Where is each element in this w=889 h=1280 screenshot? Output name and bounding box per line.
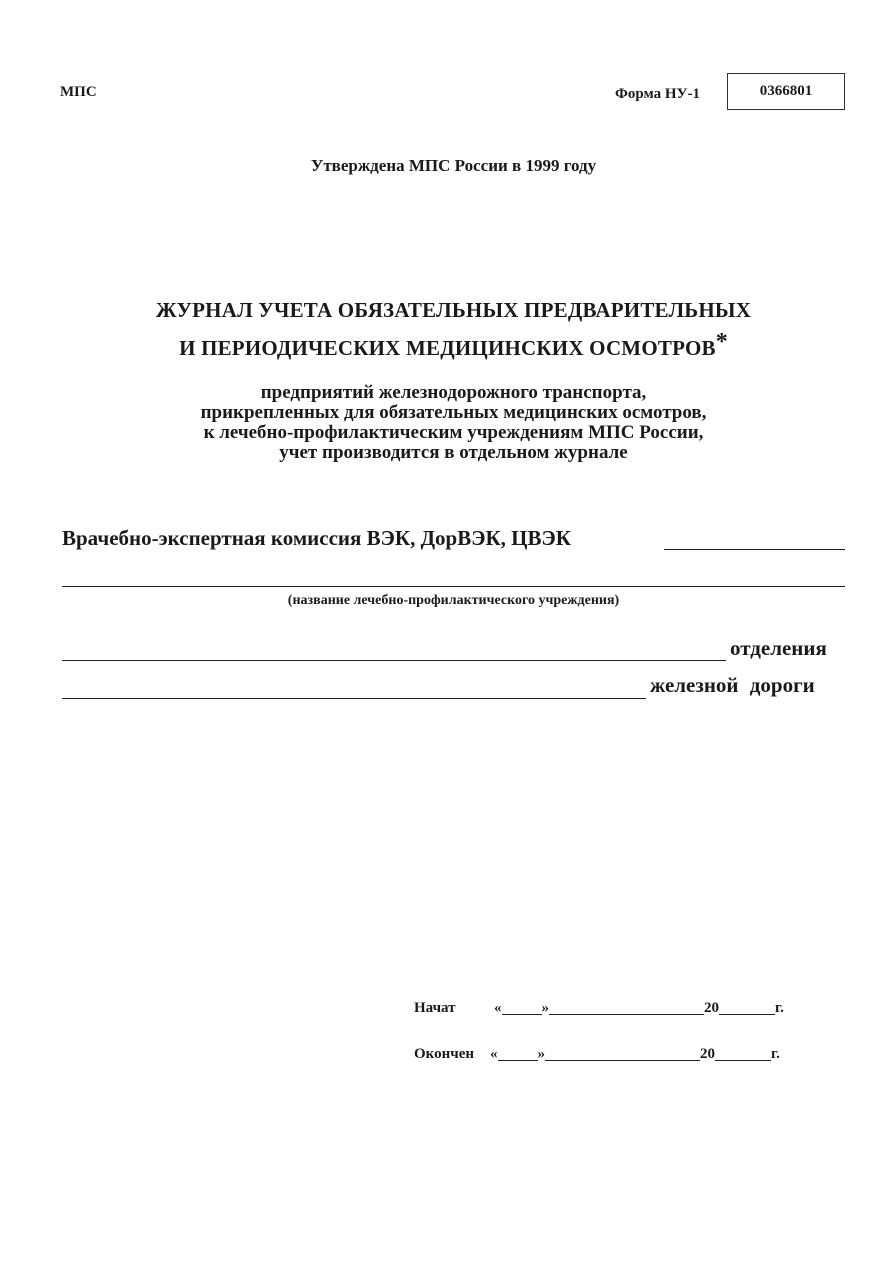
institution-caption: (название лечебно-профилактического учреждения) [287, 593, 620, 608]
century-text: 20 [700, 1046, 715, 1062]
footnote-line-1: предприятий железнодорожного транспорта, [260, 382, 647, 403]
finished-date-row [414, 1046, 780, 1063]
form-number-box: 0366801 [727, 73, 845, 110]
started-month-field[interactable] [549, 1000, 704, 1015]
open-quote: « [490, 1046, 498, 1062]
finished-year-field[interactable] [715, 1046, 771, 1061]
open-quote: « [494, 1000, 502, 1016]
branch-fill-line[interactable] [62, 660, 726, 661]
title-line-1: ЖУРНАЛ УЧЕТА ОБЯЗАТЕЛЬНЫХ ПРЕДВАРИТЕЛЬНЫХ [155, 298, 752, 322]
approval-line: Утверждена МПС России в 1999 году [310, 156, 597, 175]
started-day-field[interactable] [502, 1000, 542, 1015]
started-date-row [414, 1000, 784, 1017]
year-suffix: г. [771, 1046, 780, 1062]
commission-fill-line[interactable] [664, 549, 845, 550]
title-line-2-text: И ПЕРИОДИЧЕСКИХ МЕДИЦИНСКИХ ОСМОТРОВ [179, 336, 716, 360]
finished-day-field[interactable] [498, 1046, 538, 1061]
finished-label: Окончен [414, 1046, 475, 1062]
finished-month-field[interactable] [545, 1046, 700, 1061]
footnote-line-2: прикрепленных для обязательных медицинских осмотров, [200, 402, 707, 423]
railway-fill-line[interactable] [62, 698, 646, 699]
title-line-2 [0, 329, 889, 362]
form-label: Форма НУ-1 [615, 86, 701, 102]
started-year-field[interactable] [719, 1000, 775, 1015]
footnote-line-3: к лечебно-профилактическим учреждениям МПС России, [203, 422, 704, 443]
organization-label: МПС [60, 84, 97, 100]
railway-label: железной дороги [650, 673, 815, 697]
close-quote: » [537, 1046, 545, 1062]
institution-fill-line[interactable] [62, 586, 845, 587]
commission-label: Врачебно-экспертная комиссия ВЭК, ДорВЭК, ЦВЭК [62, 526, 571, 550]
footnote-line-4: учет производится в отдельном журнале [279, 442, 628, 463]
century-text: 20 [704, 1000, 719, 1016]
branch-label: отделения [730, 636, 827, 660]
close-quote: » [541, 1000, 549, 1016]
year-suffix: г. [775, 1000, 784, 1016]
title-asterisk: * [715, 329, 728, 355]
started-label: Начат [414, 1000, 456, 1016]
